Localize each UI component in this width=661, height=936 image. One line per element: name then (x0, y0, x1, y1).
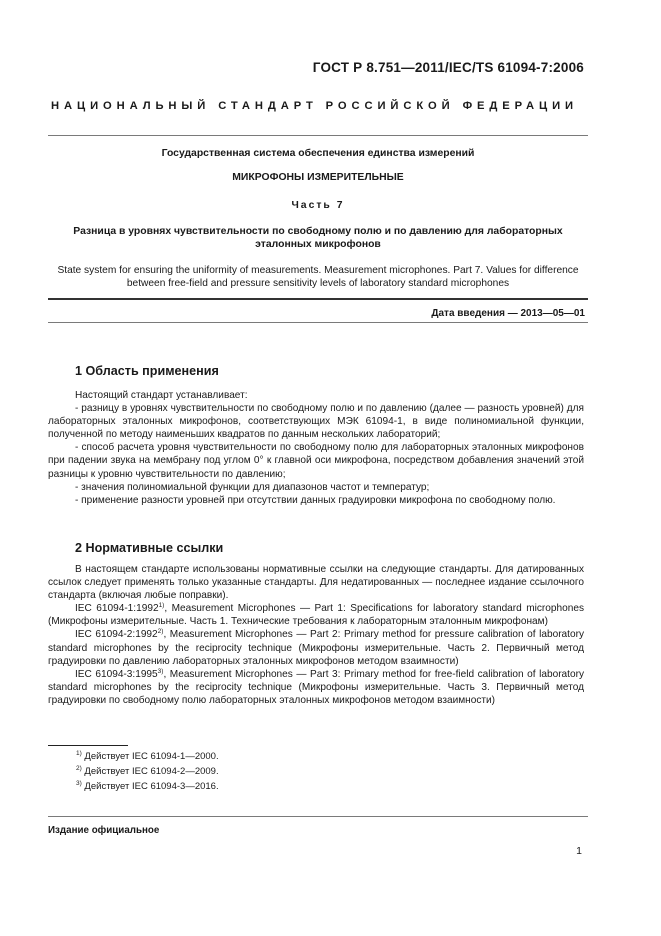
footnote-mark: 1) (76, 750, 82, 757)
reference-item (48, 602, 584, 628)
reference-text: , Measurement Microphones — Part 2: Primary method for pressure calibration of laboratory standard microphones by the reciprocity technique (Микрофоны измерительные. Часть 2. Первичный метод градуировки по давлению лабораторных эталонных микрофонов методом взаимности) (48, 629, 584, 667)
divider-footer (48, 816, 588, 817)
footnote-text: Действует IEC 61094-1—2000. (81, 751, 219, 762)
subject-line-1: Разница в уровнях чувствительности по свободному полю и по давлению для лабораторных (73, 226, 563, 237)
footnote-text: Действует IEC 61094-2—2009. (81, 766, 219, 777)
reference-code: IEC 61094-1:1992 (75, 603, 159, 615)
page-number: 1 (576, 845, 582, 857)
part-title: Часть 7 (291, 200, 345, 211)
section-1-body (48, 389, 584, 507)
footnote-mark: 3) (76, 780, 82, 787)
reference-item (48, 628, 584, 667)
footnote-mark: 2) (76, 765, 82, 772)
section-2-heading: 2 Нормативные ссылки (75, 541, 224, 555)
section-1-heading: 1 Область применения (75, 364, 219, 378)
footnote-text: Действует IEC 61094-3—2016. (81, 781, 219, 792)
english-title (48, 265, 588, 290)
section-2-body (48, 563, 584, 707)
date-of-introduction: Дата введения — 2013—05—01 (431, 308, 585, 319)
footnote-mark: 1) (158, 602, 165, 610)
reference-item (48, 668, 584, 707)
reference-code: IEC 61094-3:1995 (75, 668, 158, 680)
footnote (76, 751, 219, 762)
footnote-mark: 3) (157, 667, 164, 675)
footnote (76, 766, 219, 777)
reference-text: , Measurement Microphones — Part 3: Primary method for free-field calibration of laboratory standard microphones by the reciprocity technique (Микрофоны измерительные. Часть 3. Первичный метод градуировки по свободному полю лабораторных эталонных микрофонов методом взаимности) (48, 668, 584, 706)
reference-text: , Measurement Microphones — Part 1: Specifications for laboratory standard microphones (Микрофоны измерительные. Часть 1. Технические требования к лабораторным эталонным микрофонам) (48, 603, 584, 628)
main-title: МИКРОФОНЫ ИЗМЕРИТЕЛЬНЫЕ (232, 172, 404, 183)
paragraph: В настоящем стандарте использованы нормативные ссылки на следующие стандарты. Для датированных ссылок следует применять только указанные стандарты. Для недатированных — последнее издание ссылочного стандарта (включая любые поправки). (48, 564, 584, 602)
footnote-mark: 2) (157, 628, 164, 636)
paragraph: - применение разности уровней при отсутствии данных градуировки микрофона по свободному полю. (75, 494, 556, 506)
footnote-separator (48, 745, 128, 746)
subject-title (48, 226, 588, 251)
system-title: Государственная система обеспечения единства измерений (161, 148, 475, 159)
divider-top (48, 135, 588, 136)
paragraph: Настоящий стандарт устанавливает: (75, 390, 248, 401)
standard-code: ГОСТ Р 8.751—2011/IEC/TS 61094-7:2006 (312, 60, 584, 75)
official-edition-label: Издание официальное (48, 825, 160, 836)
national-standard-banner: НАЦИОНАЛЬНЫЙ СТАНДАРТ РОССИЙСКОЙ ФЕДЕРАЦИИ (51, 100, 578, 112)
subject-line-2: эталонных микрофонов (255, 238, 381, 250)
divider-date-bottom (48, 322, 588, 323)
paragraph: - способ расчета уровня чувствительности по свободному полю для лабораторных эталонных микрофонов при падении звука на мембрану под углом 0° к главной оси микрофона, посредством добавления значений этой разницы к уровню чувствительности по давлению; (48, 442, 584, 480)
paragraph: - значения полиномиальной функции для диапазонов частот и температур; (75, 481, 430, 493)
english-line-1: State system for ensuring the uniformity of measurements. Measurement microphones. Part 7. Values for difference (57, 265, 579, 276)
reference-code: IEC 61094-2:1992 (75, 629, 158, 641)
english-line-2: between free-field and pressure sensitivity levels of laboratory standard microphones (126, 277, 510, 289)
paragraph: - разницу в уровнях чувствительности по свободному полю и по давлению (далее — разность уровней) для лабораторных эталонных микрофонов, соответствующих МЭК 61094-1, в виде полиномиальной функции, полученной по методу наименьших квадратов по данным нескольких лабораторий; (48, 403, 584, 441)
divider-date-top (48, 298, 588, 300)
footnote (76, 781, 219, 792)
